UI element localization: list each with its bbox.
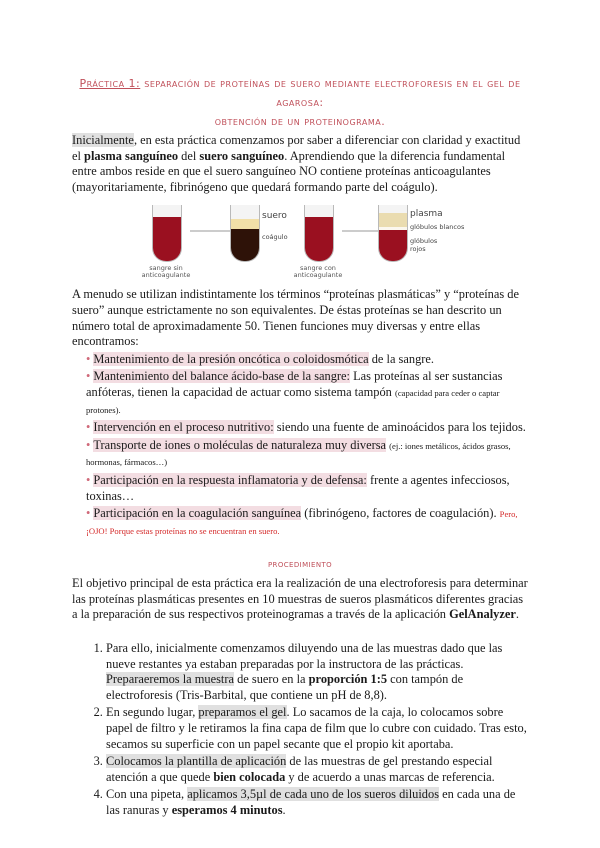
intro-text-c: . Aprendiendo que la diferencia fundamental entre ambos reside en que el suero sanguíneo NO contiene proteínas anticoagulantes (mayoritariamente, fibrinógeno que quedará formando parte del coágulo). [72,148,506,194]
step-highlight: Colocamos la plantilla de aplicación [106,754,287,769]
bullet-highlight: Transporte de iones o moléculas de naturaleza muy diversa [93,437,387,452]
list-item [106,641,528,703]
bullet-text: siendo una fuente de aminoácidos para los tejidos. [273,420,526,435]
list-item [86,506,528,539]
tube-anticoagulant [304,205,334,262]
step-text: Con una pipeta, [106,787,188,802]
procedure-app-name: GelAnalyzer [449,607,516,622]
tube2-clot [231,229,259,261]
step-text: . Lo sacamos de la caja, lo colocamos sobre papel de filtro y le retiramos la fina capa de film que lo cubre con cuidado. Tras esto, secamos su superficie con un papel secante que el propio kit aportaba. [106,705,527,751]
step-bold: proporción 1:5 [308,672,388,687]
bullet-highlight: Mantenimiento del balance ácido-base de la sangre: [93,369,350,384]
title-text-1: separación de proteínas de suero mediante electroforesis en el gel de agarosa: [144,77,521,109]
title-label: Práctica 1: [79,77,141,90]
proteins-paragraph: A menudo se utilizan indistintamente los términos “proteínas plasmáticas” y “proteínas de suero” aunque estrictamente no son equivalentes. De éstas proteínas se han descrito un número total de aproximadamente 50. Tienen funciones muy diversas y entre ellas encontramos: [72,287,519,349]
functions-list [86,352,528,540]
intro-paragraph [72,133,528,195]
section-title-procedure: procedimiento [267,558,333,571]
tube4-red-cells [379,230,407,261]
tube4-plasma [379,213,407,227]
list-item [86,473,528,504]
red-cells-label: glóbulos rojos [410,237,438,254]
plasma-label: plasma [410,209,443,220]
bullet-small-note: (ej.: iones metálicos, ácidos grasos, hormonas, fármacos…) [86,440,511,468]
step-text: Para ello, inicialmente comenzamos diluyendo una de las muestras dado que las nueve restantes ya estaban preparadas por la instructora de las prácticas. [106,641,503,671]
procedure-steps [72,641,528,819]
tube3-blood [305,217,333,261]
list-item [86,420,528,436]
step-text: con tampón de electroforesis (Tris-Barbital, que contiene un pH de 8,8). [106,672,464,702]
bullet-text: (fibrinógeno, factores de coagulación). [301,506,500,521]
bullet-text: frente a agentes infecciosos, toxinas… [86,472,510,503]
list-item [106,787,528,818]
bullet-text: Las proteínas al ser sustancias anfóteras, tienen la capacidad de actuar como sistema tampón [86,369,503,399]
bullet-highlight: Participación en la respuesta inflamatoria y de defensa: [93,472,367,487]
tube1-blood [153,217,181,261]
intro-text-a: , en esta práctica comenzamos por saber a diferenciar con claridad y exactitud el [72,133,521,163]
intro-bold-suero: suero sanguíneo [199,148,285,163]
step-bold: bien colocada [213,769,286,784]
bullet-warning: Pero, ¡OJO! Porque estas proteínas no se encuentran en suero. [86,509,518,536]
tube2-serum [231,219,259,229]
step-text: . [282,803,286,817]
step-bold: esperamos 4 minutos [171,803,283,817]
list-item [86,369,528,418]
blood-tubes-figure [72,201,528,283]
list-item [106,705,528,752]
tube3-label: sangre con anticoagulante [293,264,343,280]
document-page [72,0,528,821]
list-item [86,352,528,368]
tube-serum [230,205,260,262]
step-highlight: Preparaeremos la muestra [106,672,234,687]
step-highlight: preparamos el gel [198,705,287,720]
practice-title [72,74,528,131]
clot-label: coágulo [262,233,288,242]
step-text: de las muestras de gel prestando especial atención a que quede [106,754,493,784]
tube-whole-blood [152,205,182,262]
bullet-highlight: Mantenimiento de la presión oncótica o coloidosmótica [93,351,369,366]
step-text: En segundo lugar, [106,705,199,720]
bullet-text: de la sangre. [368,351,434,366]
intro-text-b: del [178,148,200,163]
step-text: y de acuerdo a unas marcas de referencia. [285,769,495,784]
intro-highlight: Inicialmente [72,133,134,147]
step-text: en cada una de las ranuras y [106,787,516,817]
title-line-1 [72,74,528,112]
tube1-label: sangre sin anticoagulante [141,264,191,280]
intro-bold-plasma: plasma sanguíneo [84,148,179,163]
step-text: de suero en la [233,672,309,687]
step-highlight: aplicamos 3,5µl de cada uno de los sueros diluidos [187,787,440,802]
procedure-end: . [515,607,519,622]
white-cells-label: glóbulos blancos [410,223,465,232]
list-item [106,754,528,785]
bullet-highlight: Intervención en el proceso nutritivo: [93,420,274,435]
list-item [86,438,528,471]
tube-plasma [378,205,408,262]
bullet-highlight: Participación en la coagulación sanguínea [93,506,302,521]
procedure-paragraph [72,576,528,623]
procedure-text: El objetivo principal de esta práctica era la realización de una electroforesis para determinar las proteínas plasmáticas presentes en 10 muestras de sueros plasmáticos diferentes gracias a la preparación de sus respectivos proteinogramas a través de la aplicación [72,576,528,622]
bullet-small-note: (capacidad para ceder o captar protones). [86,387,500,415]
title-line-2: obtención de un proteinograma. [214,115,386,128]
serum-label: suero [262,211,287,222]
